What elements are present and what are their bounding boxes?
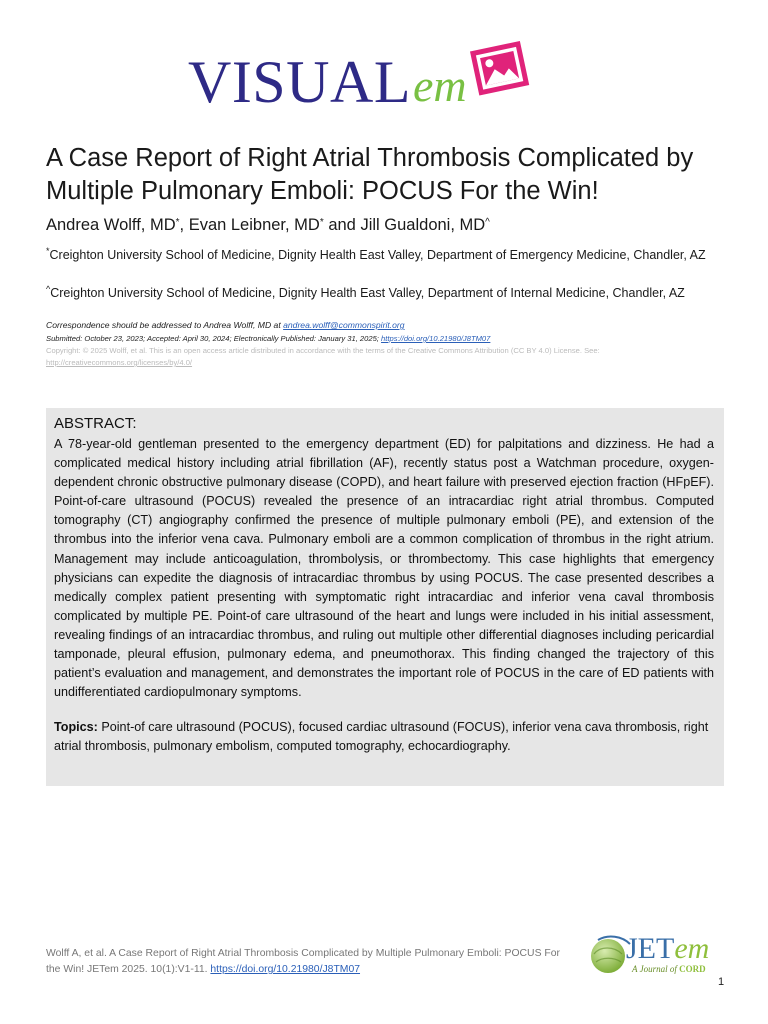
dates-text: Submitted: October 23, 2023; Accepted: April 30, 2024; Electronically Published: January 31, 2025;	[46, 334, 382, 343]
correspondence-line	[46, 319, 746, 331]
jetem-accent-text: em	[674, 932, 710, 965]
author-name: Jill Gualdoni, MD	[360, 216, 486, 234]
author-mark: ^	[485, 217, 490, 228]
affiliation-mark: *	[46, 246, 50, 256]
author-separator: and	[323, 216, 361, 234]
affiliation-text: Creighton University School of Medicine, Dignity Health East Valley, Department of Internal Medicine, Chandler, AZ	[50, 286, 685, 301]
copyright-notice	[46, 345, 726, 369]
visualem-logo	[188, 44, 533, 115]
abstract-body: A 78-year-old gentleman presented to the emergency department (ED) for palpitations and dizziness. He had a complicated medical history including atrial fibrillation (AF), recently status post a Watchman procedure, oxygen-dependent chronic obstructive pulmonary disease (COPD), and heart failure with preserved ejection fraction (HFpEF). Point-of-care ultrasound (POCUS) revealed the presence of an intracardiac right atrial thrombus. Computed tomography (CT) angiography confirmed the presence of multiple pulmonary emboli (PE), and extension of the thrombus into the inferior vena cava. Pulmonary emboli are a common complication of thrombus in the right atrium. Management may include anticoagulation, thrombolysis, or thrombectomy. This case highlights that emergency physicians can expedite the diagnosis of intracardiac thrombus by using POCUS. The case presented describes a medically complex patient presenting with symptomatic right intracardiac and inferior vena caval thrombosis complicated by multiple PE. Point-of care ultrasound of the heart and lungs were included in his initial assessment, revealing findings of an intracardiac thrombus, and ruling out multiple other differential diagnoses including pericardial tamponade, pleural effusion, pulmonary edema, and pneumothorax. This finding changed the trajectory of this patient’s evaluation and management, and demonstrates the important role of POCUS in the care of ED patients with undifferentiated cardiopulmonary symptoms.	[54, 437, 714, 700]
jetem-main-text: JET	[626, 932, 675, 965]
citation-text: Wolff A, et al. A Case Report of Right Atrial Thrombosis Complicated by Multiple Pulmonary Emboli: POCUS For the Win! JETem 2025. 10(1):V1-11.	[46, 948, 560, 975]
affiliation-text: Creighton University School of Medicine, Dignity Health East Valley, Department of Emergency Medicine, Chandler, AZ	[49, 248, 706, 263]
citation-doi-link[interactable]: https://doi.org/10.21980/J8TM07	[210, 964, 361, 975]
topics-text: Point-of care ultrasound (POCUS), focused cardiac ultrasound (FOCUS), inferior vena cava thrombosis, right atrial thrombosis, pulmonary embolism, computed tomography, echocardiography.	[54, 720, 709, 754]
photo-frame-icon	[469, 38, 533, 102]
author-name: Andrea Wolff, MD	[46, 216, 176, 234]
doi-link[interactable]: https://doi.org/10.21980/J8TM07	[381, 334, 491, 343]
publication-dates	[46, 333, 746, 344]
copyright-text: Copyright: © 2025 Wolff, et al. This is an open access article distributed in accordance with the terms of the Creative Commons Attribution (CC BY 4.0) License. See:	[46, 346, 600, 355]
license-link[interactable]: http://creativecommons.org/licenses/by/4.0/	[46, 358, 193, 367]
affiliation-mark: ^	[46, 284, 51, 294]
correspondence-email-link[interactable]: andrea.wolff@commonspirit.org	[283, 320, 405, 330]
correspondence-text: Correspondence should be addressed to Andrea Wolff, MD at	[46, 320, 284, 330]
author-mark: *	[175, 217, 180, 228]
jetem-wordmark	[626, 934, 709, 964]
affiliation-emergency	[46, 242, 726, 265]
author-list	[46, 214, 736, 236]
abstract-box	[46, 408, 724, 786]
citation-footer	[46, 946, 566, 978]
jetem-tagline	[632, 964, 706, 974]
jetem-logo	[588, 928, 728, 980]
topics-label: Topics:	[54, 720, 98, 735]
topics-line	[54, 718, 714, 756]
jetem-tagline-text: A Journal of	[632, 964, 680, 974]
author-mark: *	[319, 217, 324, 228]
author-name: Evan Leibner, MD	[188, 216, 320, 234]
author-separator: ,	[179, 216, 189, 234]
logo-main-text: VISUAL	[188, 49, 411, 115]
affiliation-internal	[46, 280, 726, 303]
page-number: 1	[718, 976, 725, 988]
logo-accent-text: em	[413, 60, 467, 111]
article-title: A Case Report of Right Atrial Thrombosis Complicated by Multiple Pulmonary Emboli: POCUS For the Win!	[46, 144, 694, 205]
abstract-heading: ABSTRACT:	[54, 415, 137, 432]
jetem-tagline-org: CORD	[679, 964, 706, 974]
